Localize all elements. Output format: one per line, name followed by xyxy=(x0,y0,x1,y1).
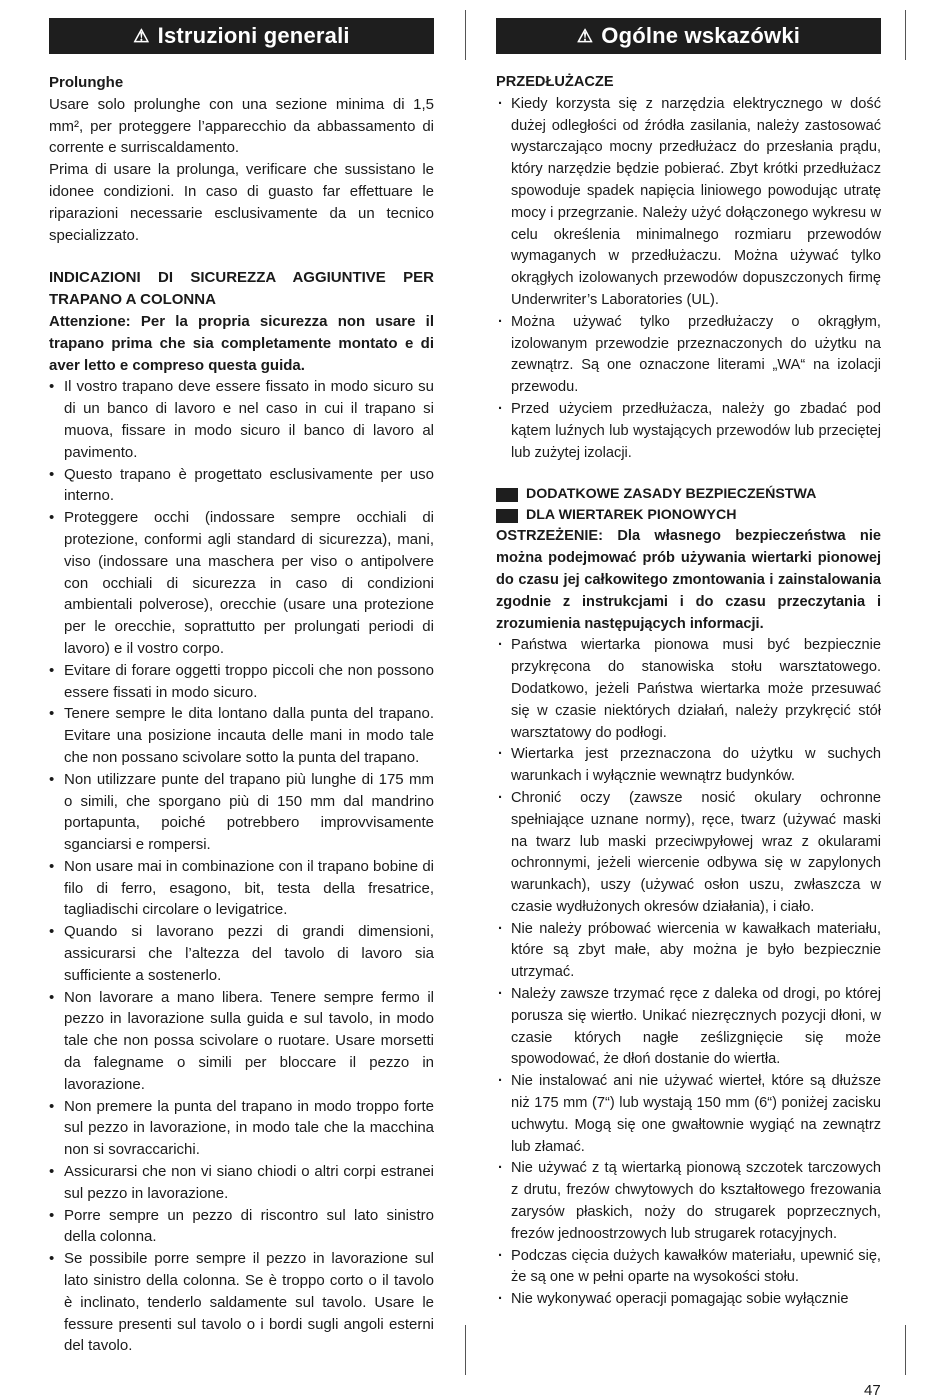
section-header-title: Istruzioni generali xyxy=(157,23,350,48)
italian-column xyxy=(49,18,434,1357)
page-edge-mark-bottom xyxy=(905,1325,906,1375)
list-item: • Il vostro trapano deve essere fissato in modo sicuro su di un banco di lavoro e nel caso in cui il trapano si muova, fissare in modo sicuro il banco di lavoro al pavimento. xyxy=(49,376,434,463)
section-header-italian xyxy=(49,18,434,54)
list-item: · Przed użyciem przedłużacza, należy go zbadać pod kątem luźnych lub wystających przewodów lub przeciętej lub zużytej izolacji. xyxy=(496,399,881,464)
black-square-icon xyxy=(496,488,518,502)
list-item: • Assicurarsi che non vi siano chiodi o altri corpi estranei sul pezzo in lavorazione. xyxy=(49,1161,434,1205)
safety-title-line-2 xyxy=(496,505,881,526)
list-item: · Należy zawsze trzymać ręce z daleka od drogi, po której porusza się wiertło. Unikać niezręcznych pozycji dłoni, w czasie których nagłe ześlizgnięcie się może spowodować, że dłoń dostanie do wiertła. xyxy=(496,984,881,1071)
list-item: • Se possibile porre sempre il pezzo in lavorazione sul lato sinistro della colonna. Se è troppo corto o il tavolo è inclinato, tenderlo saldamente sul tavolo. Usare le fessure presenti sul tavolo o i bordi sugli angoli esterni del tavolo. xyxy=(49,1248,434,1357)
list-item: • Tenere sempre le dita lontano dalla punta del trapano. Evitare una posizione incauta delle mani in modo tale che non possano scivolare sotto la punta del trapano. xyxy=(49,703,434,768)
italian-content xyxy=(49,72,434,1357)
list-item: • Porre sempre un pezzo di riscontro sul lato sinistro della colonna. xyxy=(49,1205,434,1249)
safety-section-title xyxy=(496,484,881,526)
extension-cords-title: PRZEDŁUŻACZE xyxy=(496,74,614,90)
column-divider-bottom xyxy=(465,1325,466,1375)
safety-title-text-1: DODATKOWE ZASADY BEZPIECZEŃSTWA xyxy=(526,485,817,502)
list-item: · Nie wykonywać operacji pomagając sobie wyłącznie xyxy=(496,1289,881,1311)
safety-bullet-list xyxy=(49,376,434,1357)
list-item: · Państwa wiertarka pionowa musi być bezpiecznie przykręcona do stanowiska stołu warsztatowego. Dodatkowo, jeżeli Państwa wiertarka może przesuwać się w czasie niektórych działań, należy przykręcić stół warsztatowy do podłogi. xyxy=(496,635,881,744)
list-item: • Non utilizzare punte del trapano più lunghe di 175 mm o simili, che sporgano più di 150 mm dal mandrino portapunta, poiché potrebbero improvvisamente sganciarsi e rompersi. xyxy=(49,769,434,856)
section-header-polish xyxy=(496,18,881,54)
safety-warning: OSTRZEŻENIE: Dla własnego bezpieczeństwa nie można podejmować prób używania wiertarki pionowej do czasu jej całkowitego zmontowania i zainstalowania zgodnie z instrukcjami i do czasu przeczytania i zrozumienia następujących informacji. xyxy=(496,528,881,632)
list-item: • Non premere la punta del trapano in modo troppo forte sul pezzo in lavorazione, in modo tale che la macchina non si sovraccarichi. xyxy=(49,1096,434,1161)
list-item: • Evitare di forare oggetti troppo piccoli che non possono essere fissati in modo sicuro. xyxy=(49,660,434,704)
list-item: · Wiertarka jest przeznaczona do użytku w suchych warunkach i wyłącznie wewnątrz budynków. xyxy=(496,744,881,788)
list-item: • Non lavorare a mano libera. Tenere sempre fermo il pezzo in lavorazione sulla guida e sul tavolo, in modo tale che non possa scivolare o ruotare. Usare morsetti da falegname o simili per bloccare il pezzo in lavorazione. xyxy=(49,987,434,1096)
safety-title-line-1 xyxy=(496,484,881,505)
extension-cords-paragraph-2: Prima di usare la prolunga, verificare che sussistano le idonee condizioni. In caso di guasto far effettuare le riparazioni necessarie esclusivamente da un tecnico specializzato. xyxy=(49,161,434,244)
extension-cords-paragraph-1: Usare solo prolunghe con una sezione minima di 1,5 mm², per proteggere l’apparecchio da abbassamento di corrente e surriscaldamento. xyxy=(49,95,434,157)
page-edge-mark-top xyxy=(905,10,906,60)
column-divider-top xyxy=(465,10,466,60)
black-square-icon xyxy=(496,509,518,523)
list-item: • Questo trapano è progettato esclusivamente per uso interno. xyxy=(49,464,434,508)
list-item: · Nie należy próbować wiercenia w kawałkach materiału, które są zbyt małe, aby można je było bezpiecznie utrzymać. xyxy=(496,919,881,984)
warning-triangle-icon: ⚠ xyxy=(576,25,594,46)
safety-bullet-list xyxy=(496,635,881,1311)
list-item: · Nie instalować ani nie używać wierteł, które są dłuższe niż 175 mm (7“) lub wystają 150 mm (6“) poniżej zacisku uchwytu. Mogą się one gwałtownie wygiąć na zewnątrz lub złamać. xyxy=(496,1071,881,1158)
polish-content xyxy=(496,72,881,1311)
page-number: 47 xyxy=(864,1382,881,1399)
safety-section-title: INDICAZIONI DI SICUREZZA AGGIUNTIVE PER TRAPANO A COLONNA xyxy=(49,269,434,309)
list-item: · Podczas cięcia dużych kawałków materiału, upewnić się, że są one w pełni oparte na wysokości stołu. xyxy=(496,1246,881,1290)
list-item: • Proteggere occhi (indossare sempre occhiali di protezione, conformi agli standard di sicurezza), mani, viso (indossare una maschera per viso o antipolvere con occhiali di sicurezza in caso di condizioni ambientali polverose), orecchie (usare una protezione per le orecchie, soprattutto per prolungati periodi di lavoro) e il vostro corpo. xyxy=(49,507,434,660)
safety-title-text-2: DLA WIERTAREK PIONOWYCH xyxy=(526,506,737,523)
list-item: • Quando si lavorano pezzi di grandi dimensioni, assicurarsi che l’altezza del tavolo di lavoro sia sufficiente a sostenerlo. xyxy=(49,921,434,986)
safety-warning: Attenzione: Per la propria sicurezza non usare il trapano prima che sia completamente montato e di aver letto e compreso questa guida. xyxy=(49,312,434,374)
polish-column xyxy=(496,18,881,1311)
list-item: • Non usare mai in combinazione con il trapano bobine di filo di ferro, esagono, bit, testa della fresatrice, tagliadischi circolare o levigatrice. xyxy=(49,856,434,921)
extension-cords-bullet-list xyxy=(496,94,881,465)
list-item: · Chronić oczy (zawsze nosić okulary ochronne spełniające uznane normy), ręce, twarz (używać maski na twarz lub maski przeciwpyłowej wraz z okularami ochronnymi, jeżeli wiercenie odbywa się w zapylonych warunkach), uszy (używać osłon uszu, zwłaszcza w czasie wydłużonych okresów działania), i ciało. xyxy=(496,788,881,919)
list-item: · Nie używać z tą wiertarką pionową szczotek tarczowych z drutu, frezów chwytowych do kształtowego frezowania zarysów płaskich, noży do strugarek poprzecznych, frezów jednoostrzowych lub strugarek rotacyjnych. xyxy=(496,1158,881,1245)
section-header-title: Ogólne wskazówki xyxy=(601,23,801,48)
list-item: · Kiedy korzysta się z narzędzia elektrycznego w dość dużej odległości od źródła zasilania, należy zastosować wystarczająco mocny przedłużacz do przesłania prądu, który narzędzie będzie pobierać. Zbyt krótki przedłużacz spowoduje spadek napięcia liniowego powodując utratę mocy i przegrzanie. Należy użyć dołączonego wykresu w celu określenia minimalnego rozmiaru przewodów wymaganych w przedłużaczu. Można używać tylko okrągłych izolowanych przewodów dopuszczonych firmę Underwriter’s Laboratories (UL). xyxy=(496,94,881,312)
warning-triangle-icon: ⚠ xyxy=(133,25,150,46)
list-item: · Można używać tylko przedłużaczy o okrągłym, izolowanym przewodzie przeznaczonych do użytku na zewnątrz. Są one oznaczone literami „WA“ na izolacji przewodu. xyxy=(496,312,881,399)
extension-cords-title: Prolunghe xyxy=(49,74,124,91)
